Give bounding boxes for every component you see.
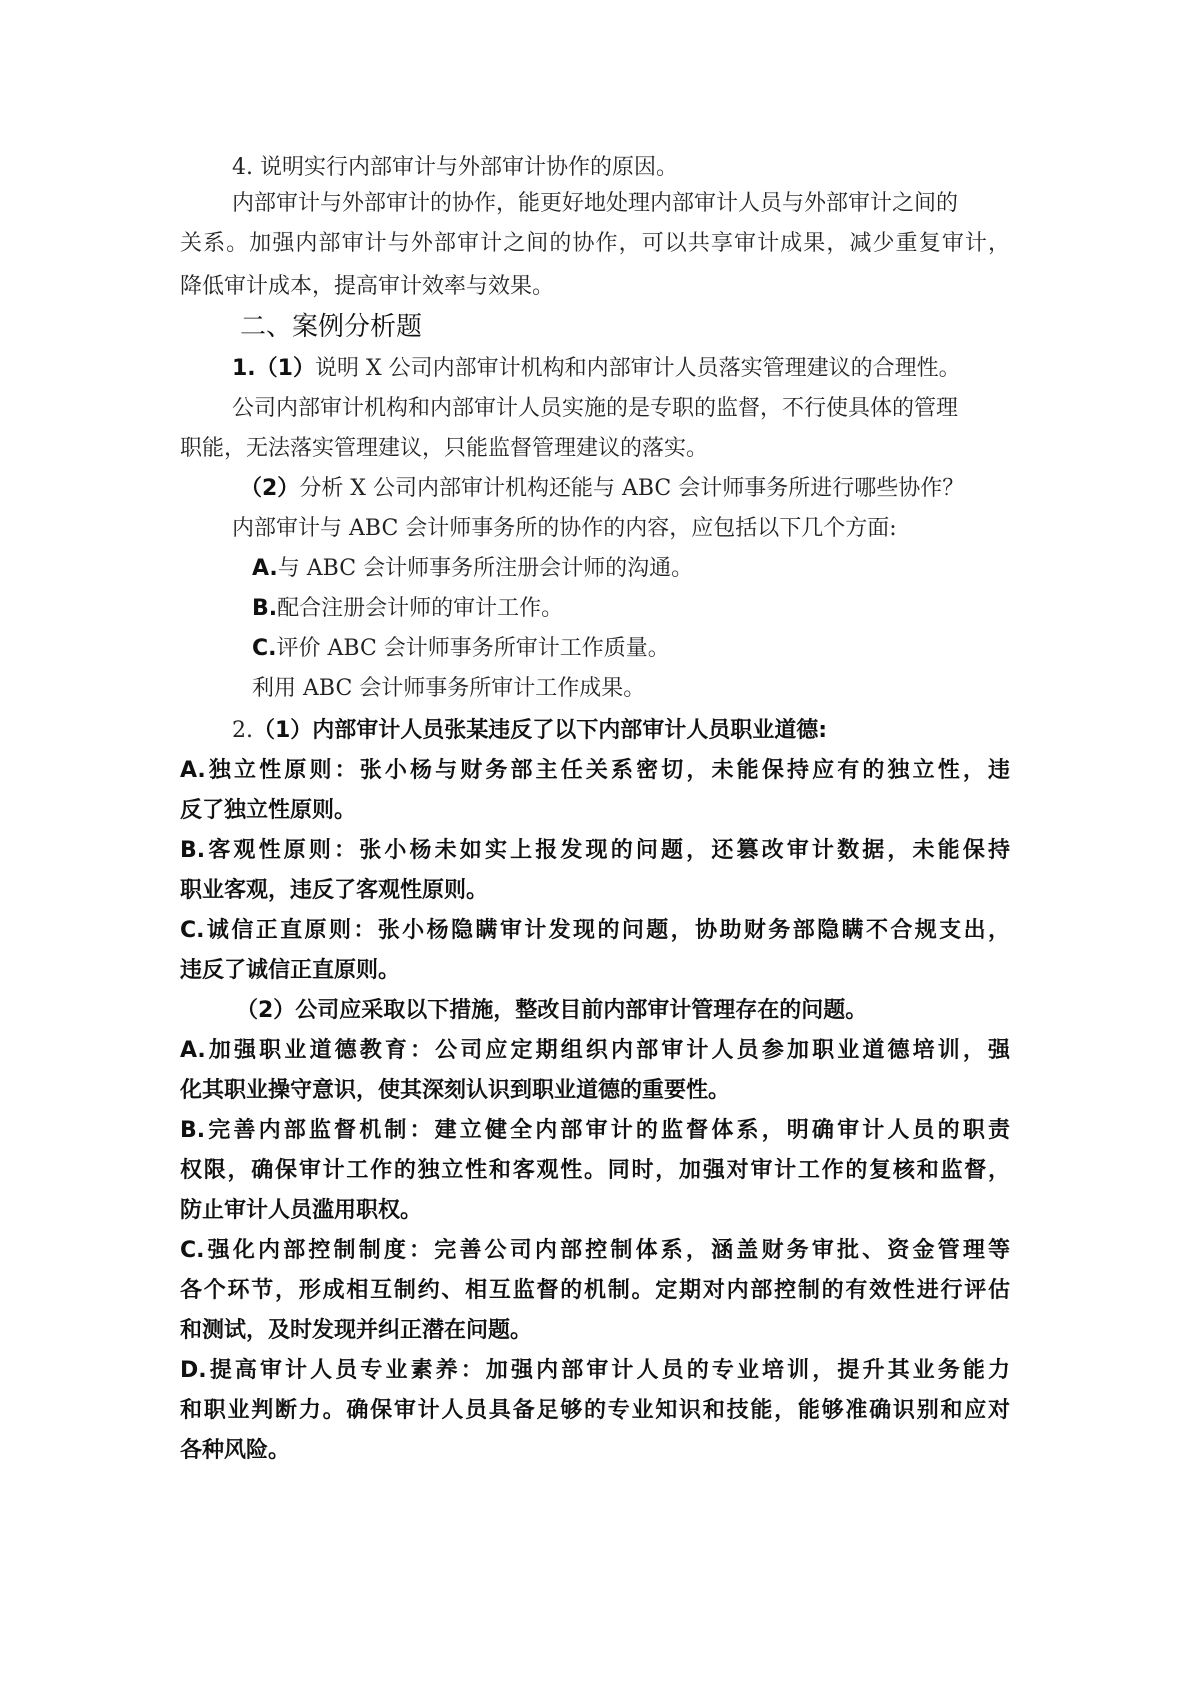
measure-d-line-1: D.提高审计人员专业素养：加强内部审计人员的专业培训，提升其业务能力 bbox=[180, 1358, 1010, 1383]
measure-b-line-1: B.完善内部监督机制：建立健全内部审计的监督体系，明确审计人员的职责 bbox=[180, 1118, 1010, 1143]
case-1-item-a bbox=[252, 558, 693, 580]
item-a-label: A. bbox=[252, 556, 278, 581]
case-1-part-1-label: 1.（1） bbox=[232, 356, 315, 381]
answer-4-line-3: 降低审计成本，提高审计效率与效果。 bbox=[180, 274, 555, 299]
case-2-part-1-title bbox=[232, 720, 827, 742]
measure-b-line-3: 防止审计人员滥用职权。 bbox=[180, 1198, 423, 1223]
item-c-text: 评价 ABC 会计师事务所审计工作质量。 bbox=[276, 636, 670, 661]
measure-a-line-1: A.加强职业道德教育：公司应定期组织内部审计人员参加职业道德培训，强 bbox=[180, 1038, 1010, 1063]
principle-b-line-1: B.客观性原则：张小杨未如实上报发现的问题，还篡改审计数据，未能保持 bbox=[180, 838, 1010, 863]
case-1-item-d: 利用 ABC 会计师事务所审计工作成果。 bbox=[252, 676, 646, 701]
item-a-text: 与 ABC 会计师事务所注册会计师的沟通。 bbox=[277, 556, 694, 581]
case-1-item-b bbox=[252, 598, 563, 620]
measure-c-line-2: 各个环节，形成相互制约、相互监督的机制。定期对内部控制的有效性进行评估 bbox=[180, 1278, 1010, 1303]
principle-a-line-1: A.独立性原则：张小杨与财务部主任关系密切，未能保持应有的独立性，违 bbox=[180, 758, 1010, 783]
case-2-part-2-title: （2）公司应采取以下措施，整改目前内部审计管理存在的问题。 bbox=[236, 998, 868, 1023]
measure-d-line-2: 和职业判断力。确保审计人员具备足够的专业知识和技能，能够准确识别和应对 bbox=[180, 1398, 1010, 1423]
case-1-part-2-label: （2） bbox=[240, 476, 300, 501]
measure-d-line-3: 各种风险。 bbox=[180, 1438, 291, 1463]
answer-4-line-2: 关系。加强内部审计与外部审计之间的协作，可以共享审计成果，减少重复审计， bbox=[180, 231, 1010, 256]
case-1-part-1-text: 说明 X 公司内部审计机构和内部审计人员落实管理建议的合理性。 bbox=[314, 356, 961, 381]
item-b-text: 配合注册会计师的审计工作。 bbox=[277, 596, 564, 621]
measure-c-line-1: C.强化内部控制制度：完善公司内部控制体系，涵盖财务审批、资金管理等 bbox=[180, 1238, 1010, 1263]
question-4-heading: 4. 说明实行内部审计与外部审计协作的原因。 bbox=[232, 155, 678, 180]
principle-a-line-2: 反了独立性原则。 bbox=[180, 798, 357, 823]
case-1-part-2-text: 分析 X 公司内部审计机构还能与 ABC 会计师事务所进行哪些协作？ bbox=[299, 476, 965, 501]
case-1-part-1-answer-1: 公司内部审计机构和内部审计人员实施的是专职的监督，不行使具体的管理 bbox=[232, 396, 959, 421]
section-2-title: 二、案例分析题 bbox=[240, 312, 423, 342]
item-c-label: C. bbox=[252, 636, 277, 661]
case-1-part-1-question bbox=[232, 358, 961, 380]
principle-c-line-2: 违反了诚信正直原则。 bbox=[180, 958, 401, 983]
measure-b-line-2: 权限，确保审计工作的独立性和客观性。同时，加强对审计工作的复核和监督， bbox=[180, 1158, 1010, 1183]
case-1-part-2-intro: 内部审计与 ABC 会计师事务所的协作的内容，应包括以下几个方面: bbox=[232, 516, 897, 541]
case-2-part-1-text: （1）内部审计人员张某违反了以下内部审计人员职业道德: bbox=[253, 718, 828, 743]
case-1-item-c bbox=[252, 638, 670, 660]
answer-4-line-1: 内部审计与外部审计的协作，能更好地处理内部审计人员与外部审计之间的 bbox=[232, 191, 959, 216]
measure-a-line-2: 化其职业操守意识，使其深刻认识到职业道德的重要性。 bbox=[180, 1078, 731, 1103]
case-1-part-1-answer-2: 职能，无法落实管理建议，只能监督管理建议的落实。 bbox=[180, 436, 709, 461]
case-1-part-2-question bbox=[240, 478, 964, 500]
principle-b-line-2: 职业客观，违反了客观性原则。 bbox=[180, 878, 489, 903]
case-2-number: 2. bbox=[232, 718, 253, 743]
principle-c-line-1: C.诚信正直原则：张小杨隐瞒审计发现的问题，协助财务部隐瞒不合规支出， bbox=[180, 918, 1010, 943]
item-b-label: B. bbox=[252, 596, 278, 621]
measure-c-line-3: 和测试，及时发现并纠正潜在问题。 bbox=[180, 1318, 533, 1343]
